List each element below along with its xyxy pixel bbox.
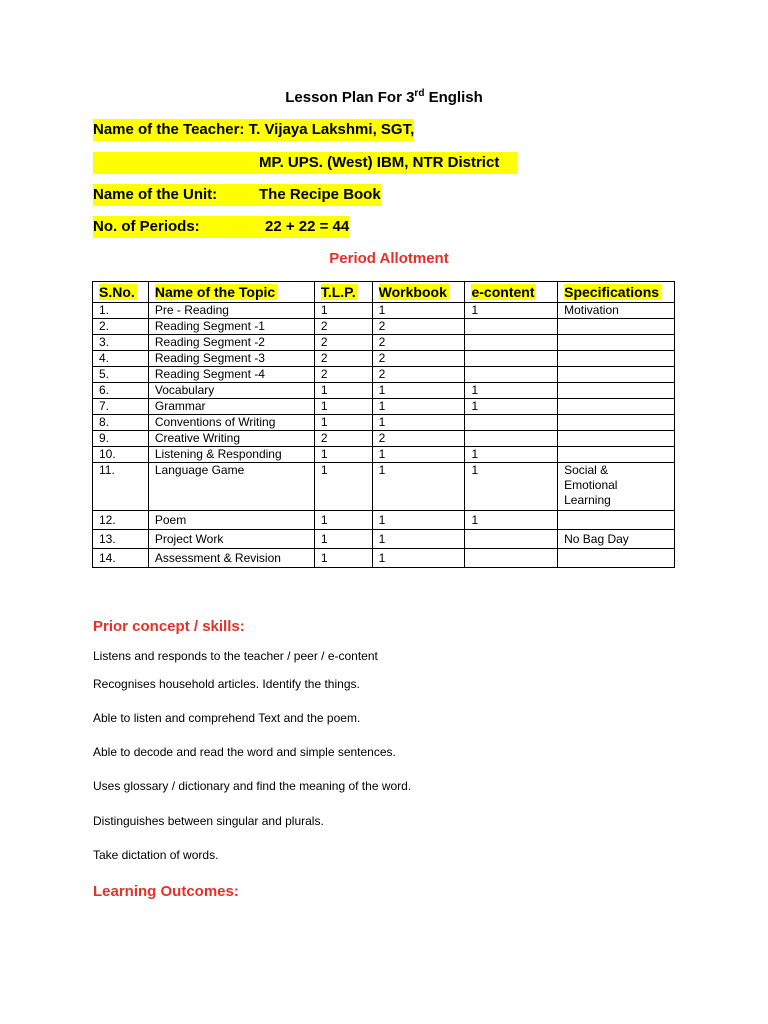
- table-row: [93, 383, 675, 399]
- cell-specifications: [558, 351, 675, 367]
- prior-item: Recognises household articles. Identify the things.: [93, 677, 360, 691]
- cell-specifications: [558, 511, 675, 530]
- cell-workbook: 2: [372, 351, 465, 367]
- cell-tlp: 2: [314, 319, 372, 335]
- cell-specifications: [558, 549, 675, 568]
- period-allotment-table: [92, 281, 675, 568]
- unit-value: The Recipe Book: [259, 186, 381, 203]
- cell-econtent: 1: [465, 399, 558, 415]
- cell-econtent: 1: [465, 383, 558, 399]
- periods-value: 22 + 22 = 44: [265, 218, 350, 235]
- teacher-label: Name of the Teacher:: [93, 121, 245, 138]
- learning-outcomes-heading: Learning Outcomes:: [93, 883, 239, 900]
- prior-item: Take dictation of words.: [93, 848, 219, 862]
- prior-concept-heading: Prior concept / skills:: [93, 618, 245, 635]
- cell-topic: Vocabulary: [148, 383, 314, 399]
- cell-workbook: 1: [372, 415, 465, 431]
- table-header-row: [93, 282, 675, 303]
- cell-workbook: 2: [372, 319, 465, 335]
- cell-specifications: [558, 399, 675, 415]
- cell-topic: Listening & Responding: [148, 447, 314, 463]
- cell-tlp: 1: [314, 383, 372, 399]
- cell-specifications: Motivation: [558, 303, 675, 319]
- cell-sno: 7.: [93, 399, 149, 415]
- cell-topic: Reading Segment -3: [148, 351, 314, 367]
- cell-workbook: 1: [372, 463, 465, 511]
- cell-workbook: 1: [372, 383, 465, 399]
- table-row: [93, 351, 675, 367]
- cell-specifications: [558, 383, 675, 399]
- cell-tlp: 1: [314, 549, 372, 568]
- table-row: [93, 511, 675, 530]
- cell-topic: Poem: [148, 511, 314, 530]
- cell-specifications: [558, 319, 675, 335]
- cell-topic: Reading Segment -1: [148, 319, 314, 335]
- table-row: [93, 319, 675, 335]
- cell-specifications: [558, 431, 675, 447]
- cell-econtent: [465, 351, 558, 367]
- cell-sno: 2.: [93, 319, 149, 335]
- cell-econtent: [465, 431, 558, 447]
- cell-sno: 9.: [93, 431, 149, 447]
- prior-item: Distinguishes between singular and plurals.: [93, 814, 324, 828]
- cell-workbook: 1: [372, 549, 465, 568]
- table-row: [93, 431, 675, 447]
- table-row: [93, 463, 675, 511]
- cell-econtent: [465, 367, 558, 383]
- periods-label: No. of Periods:: [93, 218, 200, 235]
- cell-workbook: 1: [372, 303, 465, 319]
- cell-sno: 5.: [93, 367, 149, 383]
- cell-sno: 10.: [93, 447, 149, 463]
- cell-econtent: [465, 530, 558, 549]
- cell-specifications: Social & Emotional Learning: [558, 463, 675, 511]
- cell-specifications: [558, 447, 675, 463]
- teacher-line: [93, 119, 414, 141]
- table-row: [93, 530, 675, 549]
- cell-specifications: No Bag Day: [558, 530, 675, 549]
- cell-topic: Creative Writing: [148, 431, 314, 447]
- cell-econtent: 1: [465, 463, 558, 511]
- cell-econtent: [465, 415, 558, 431]
- table-row: [93, 367, 675, 383]
- cell-econtent: 1: [465, 303, 558, 319]
- cell-tlp: 1: [314, 447, 372, 463]
- cell-topic: Pre - Reading: [148, 303, 314, 319]
- cell-econtent: 1: [465, 511, 558, 530]
- cell-topic: Grammar: [148, 399, 314, 415]
- header-tlp: T.L.P.: [314, 282, 372, 303]
- cell-topic: Reading Segment -2: [148, 335, 314, 351]
- table-row: [93, 549, 675, 568]
- teacher-value: T. Vijaya Lakshmi, SGT,: [248, 121, 415, 138]
- header-econtent: e-content: [465, 282, 558, 303]
- unit-label: Name of the Unit:: [93, 186, 218, 203]
- cell-sno: 12.: [93, 511, 149, 530]
- cell-sno: 4.: [93, 351, 149, 367]
- cell-workbook: 1: [372, 511, 465, 530]
- cell-tlp: 2: [314, 431, 372, 447]
- prior-item: Uses glossary / dictionary and find the meaning of the word.: [93, 779, 412, 793]
- page-title: Lesson Plan For 3rd English: [285, 88, 483, 106]
- table-row: [93, 335, 675, 351]
- cell-tlp: 2: [314, 335, 372, 351]
- cell-sno: 14.: [93, 549, 149, 568]
- cell-tlp: 1: [314, 530, 372, 549]
- cell-sno: 3.: [93, 335, 149, 351]
- cell-workbook: 2: [372, 335, 465, 351]
- table-row: [93, 303, 675, 319]
- cell-sno: 13.: [93, 530, 149, 549]
- cell-tlp: 2: [314, 367, 372, 383]
- prior-item: Able to listen and comprehend Text and the poem.: [93, 711, 361, 725]
- periods-line: [93, 216, 349, 238]
- cell-topic: Conventions of Writing: [148, 415, 314, 431]
- cell-tlp: 1: [314, 511, 372, 530]
- table-row: [93, 399, 675, 415]
- prior-item: Listens and responds to the teacher / peer / e-content: [93, 649, 378, 663]
- cell-tlp: 1: [314, 303, 372, 319]
- cell-workbook: 2: [372, 367, 465, 383]
- table-row: [93, 415, 675, 431]
- cell-topic: Language Game: [148, 463, 314, 511]
- unit-line: [93, 184, 381, 206]
- header-specifications: Specifications: [558, 282, 675, 303]
- school-line: [93, 152, 517, 174]
- cell-econtent: [465, 319, 558, 335]
- cell-econtent: 1: [465, 447, 558, 463]
- header-sno: S.No.: [93, 282, 149, 303]
- cell-econtent: [465, 335, 558, 351]
- cell-tlp: 2: [314, 351, 372, 367]
- cell-tlp: 1: [314, 463, 372, 511]
- cell-workbook: 1: [372, 399, 465, 415]
- cell-sno: 11.: [93, 463, 149, 511]
- cell-tlp: 1: [314, 415, 372, 431]
- period-allotment-heading: Period Allotment: [329, 250, 449, 267]
- cell-tlp: 1: [314, 399, 372, 415]
- prior-item: Able to decode and read the word and simple sentences.: [93, 745, 396, 759]
- cell-econtent: [465, 549, 558, 568]
- header-workbook: Workbook: [372, 282, 465, 303]
- cell-workbook: 1: [372, 447, 465, 463]
- cell-topic: Project Work: [148, 530, 314, 549]
- header-topic: Name of the Topic: [148, 282, 314, 303]
- cell-specifications: [558, 367, 675, 383]
- cell-sno: 6.: [93, 383, 149, 399]
- cell-sno: 1.: [93, 303, 149, 319]
- cell-sno: 8.: [93, 415, 149, 431]
- cell-workbook: 1: [372, 530, 465, 549]
- cell-topic: Assessment & Revision: [148, 549, 314, 568]
- table-row: [93, 447, 675, 463]
- cell-specifications: [558, 415, 675, 431]
- cell-workbook: 2: [372, 431, 465, 447]
- school-value: MP. UPS. (West) IBM, NTR District: [259, 154, 500, 171]
- cell-specifications: [558, 335, 675, 351]
- cell-topic: Reading Segment -4: [148, 367, 314, 383]
